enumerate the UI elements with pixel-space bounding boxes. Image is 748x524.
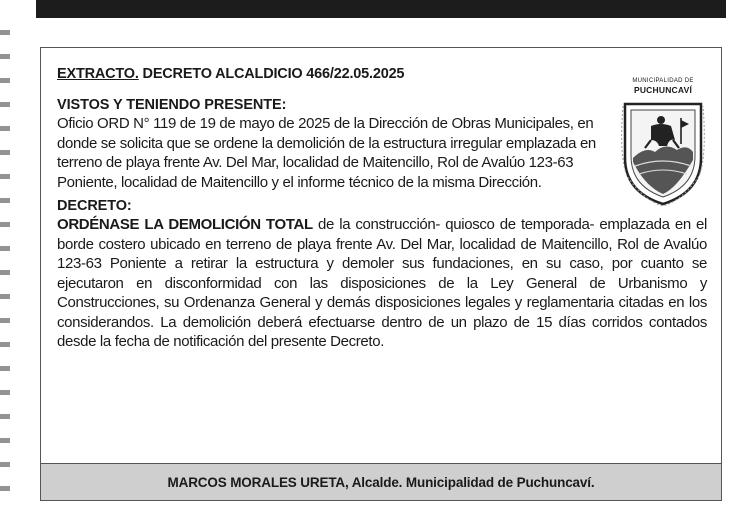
- decreto-bold-lead: ORDÉNASE LA DEMOLICIÓN TOTAL: [57, 216, 313, 233]
- decreto-heading: DECRETO:: [57, 198, 132, 214]
- decreto-body: [57, 215, 707, 352]
- logo-line2: PUCHUNCAVÍ: [633, 85, 693, 95]
- public-notice-box: [40, 47, 722, 501]
- signature-text: MARCOS MORALES URETA, Alcalde. Municipalidad de Puchuncaví.: [167, 474, 595, 490]
- municipal-logo: [615, 78, 711, 208]
- vistos-heading: VISTOS Y TENIENDO PRESENTE:: [57, 97, 287, 113]
- logo-line1: MUNICIPALIDAD DE: [632, 78, 694, 84]
- notice-content: [57, 65, 707, 352]
- notice-title: [57, 65, 707, 83]
- municipal-shield-icon: [615, 96, 711, 208]
- decreto-text: de la construcción- quiosco de temporada- emplazada en el borde costero ubicado en terreno de playa frente Av. Del Mar, localidad de Maitencillo, Rol de Avalúo 123-63 Poniente a retirar la estructura y demoler sus fundaciones, en su caso, por cuanto se ejecutaron en disconformidad con las disposiciones de la Ley General de Urbanismo y Construcciones, su Ordenanza General y demás disposiciones legales y reglamentaria citadas en los considerandos. La demolición deberá efectuarse dentro de un plazo de 15 días corridos contados desde la fecha de notificación del presente Decreto.: [57, 216, 707, 350]
- vistos-body: Oficio ORD N° 119 de 19 de mayo de 2025 de la Dirección de Obras Municipales, en donde se solicita que se ordene la demolición de la estructura irregular emplazada en terreno de playa frente Av. Del Mar, localidad de Maitencillo, Rol de Avalúo 123-63 Poniente, localidad de Maitencillo y el informe técnico de la misma Dirección.: [57, 115, 596, 191]
- signature-footer: [41, 463, 721, 500]
- top-black-bar: [36, 0, 726, 18]
- title-rest: DECRETO ALCALDICIO 466/22.05.2025: [138, 66, 405, 82]
- page-edge-marks: [0, 30, 10, 510]
- title-prefix: EXTRACTO.: [57, 66, 139, 82]
